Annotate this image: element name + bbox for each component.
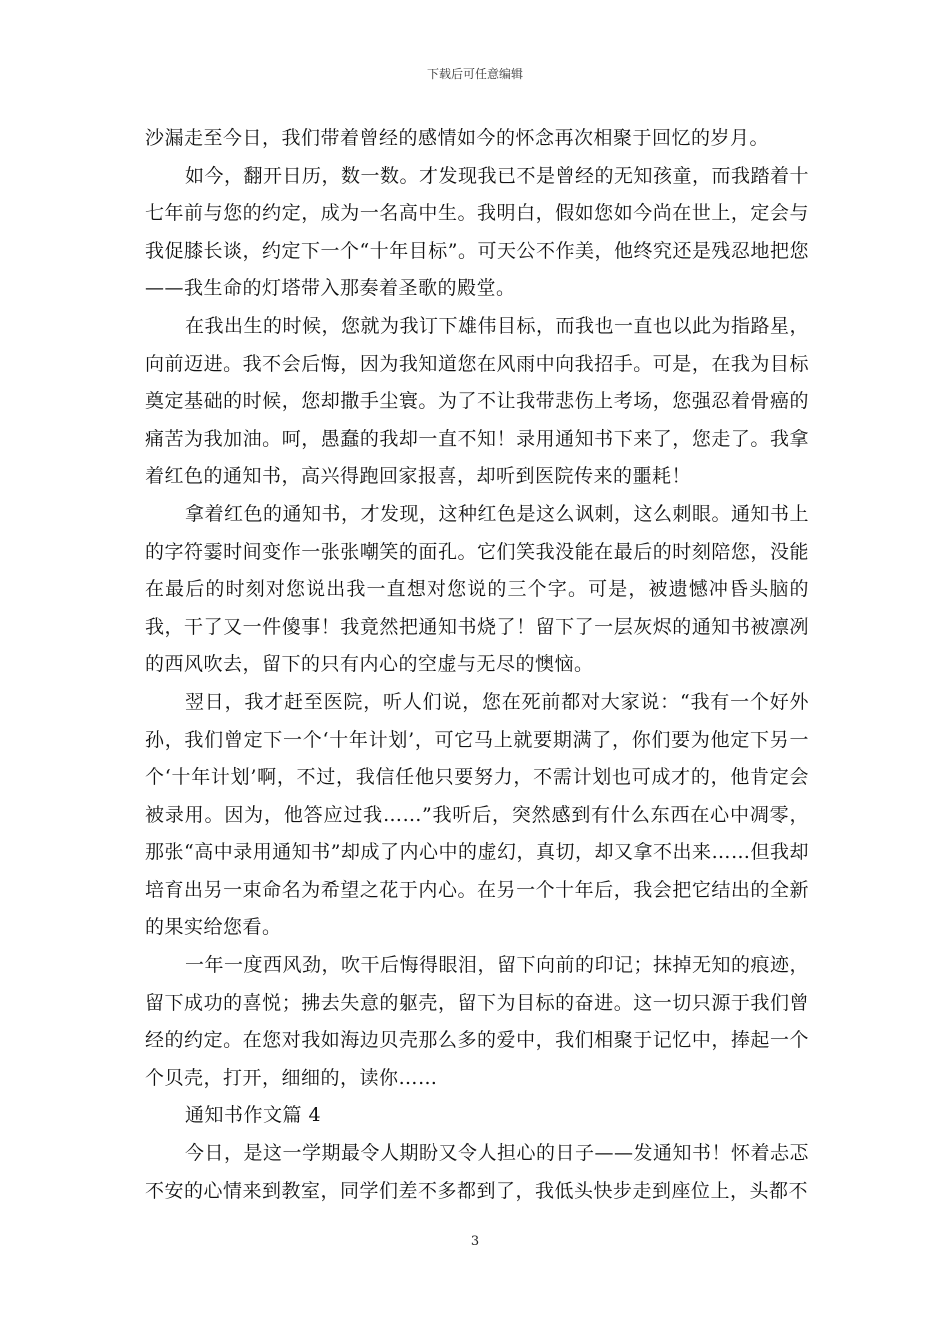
paragraph: 拿着红色的通知书，才发现，这种红色是这么讽刺，这么刺眼。通知书上的字符霎时间变作一张张嘲笑的面孔。它们笑我没能在最后的时刻陪您，没能在最后的时刻对您说出我一直想对您说的三个字。可是，被遗憾冲昏头脑的我，干了又一件傻事！我竟然把通知书烧了！留下了一层灰烬的通知书被凛冽的西风吹去，留下的只有内心的空虚与无尽的懊恼。 [145, 502, 810, 676]
page-number: 3 [470, 1234, 480, 1249]
paragraph: 在我出生的时候，您就为我订下雄伟目标，而我也一直也以此为指路星，向前迈进。我不会后悔，因为我知道您在风雨中向我招手。可是，在我为目标奠定基础的时候，您却撒手尘寰。为了不让我带悲伤上考场，您强忍着骨癌的痛苦为我加油。呵，愚蠢的我却一直不知！录用通知书下来了，您走了。我拿着红色的通知书，高兴得跑回家报喜，却听到医院传来的噩耗！ [145, 314, 810, 488]
paragraph: 如今，翻开日历，数一数。才发现我已不是曾经的无知孩童，而我踏着十七年前与您的约定，成为一名高中生。我明白，假如您如今尚在世上，定会与我促膝长谈，约定下一个“十年目标”。可天公不作美，他终究还是残忍地把您——我生命的灯塔带入那奏着圣歌的殿堂。 [145, 164, 810, 300]
document-body [145, 120, 809, 1210]
paragraph-continuation: 沙漏走至今日，我们带着曾经的感情如今的怀念再次相聚于回忆的岁月。 [145, 127, 770, 149]
paragraph: 今日，是这一学期最令人期盼又令人担心的日子——发通知书！怀着忐忑不安的心情来到教室，同学们差不多都到了，我低头快步走到座位上，头都不 [145, 1142, 810, 1202]
section-heading: 通知书作文篇 4 [185, 1104, 322, 1127]
page-header: 下载后可任意编辑 [426, 67, 523, 81]
paragraph: 翌日，我才赶至医院，听人们说，您在死前都对大家说：“我有一个好外孙，我们曾定下一个‘十年计划’，可它马上就要期满了，你们要为他定下另一个‘十年计划’啊，不过，我信任他只要努力，不需计划也可成才的，他肯定会被录用。因为，他答应过我……”我听后，突然感到有什么东西在心中凋零，那张“高中录用通知书”却成了内心中的虚幻，真切，却又拿不出来……但我却培育出另一束命名为希望之花于内心。在另一个十年后，我会把它结出的全新的果实给您看。 [145, 690, 809, 939]
paragraph: 一年一度西风劲，吹干后悔得眼泪，留下向前的印记；抹掉无知的痕迹，留下成功的喜悦；拂去失意的躯壳，留下为目标的奋进。这一切只源于我们曾经的约定。在您对我如海边贝壳那么多的爱中，我们相聚于记忆中，捧起一个个贝壳，打开，细细的，读你…… [145, 954, 810, 1089]
